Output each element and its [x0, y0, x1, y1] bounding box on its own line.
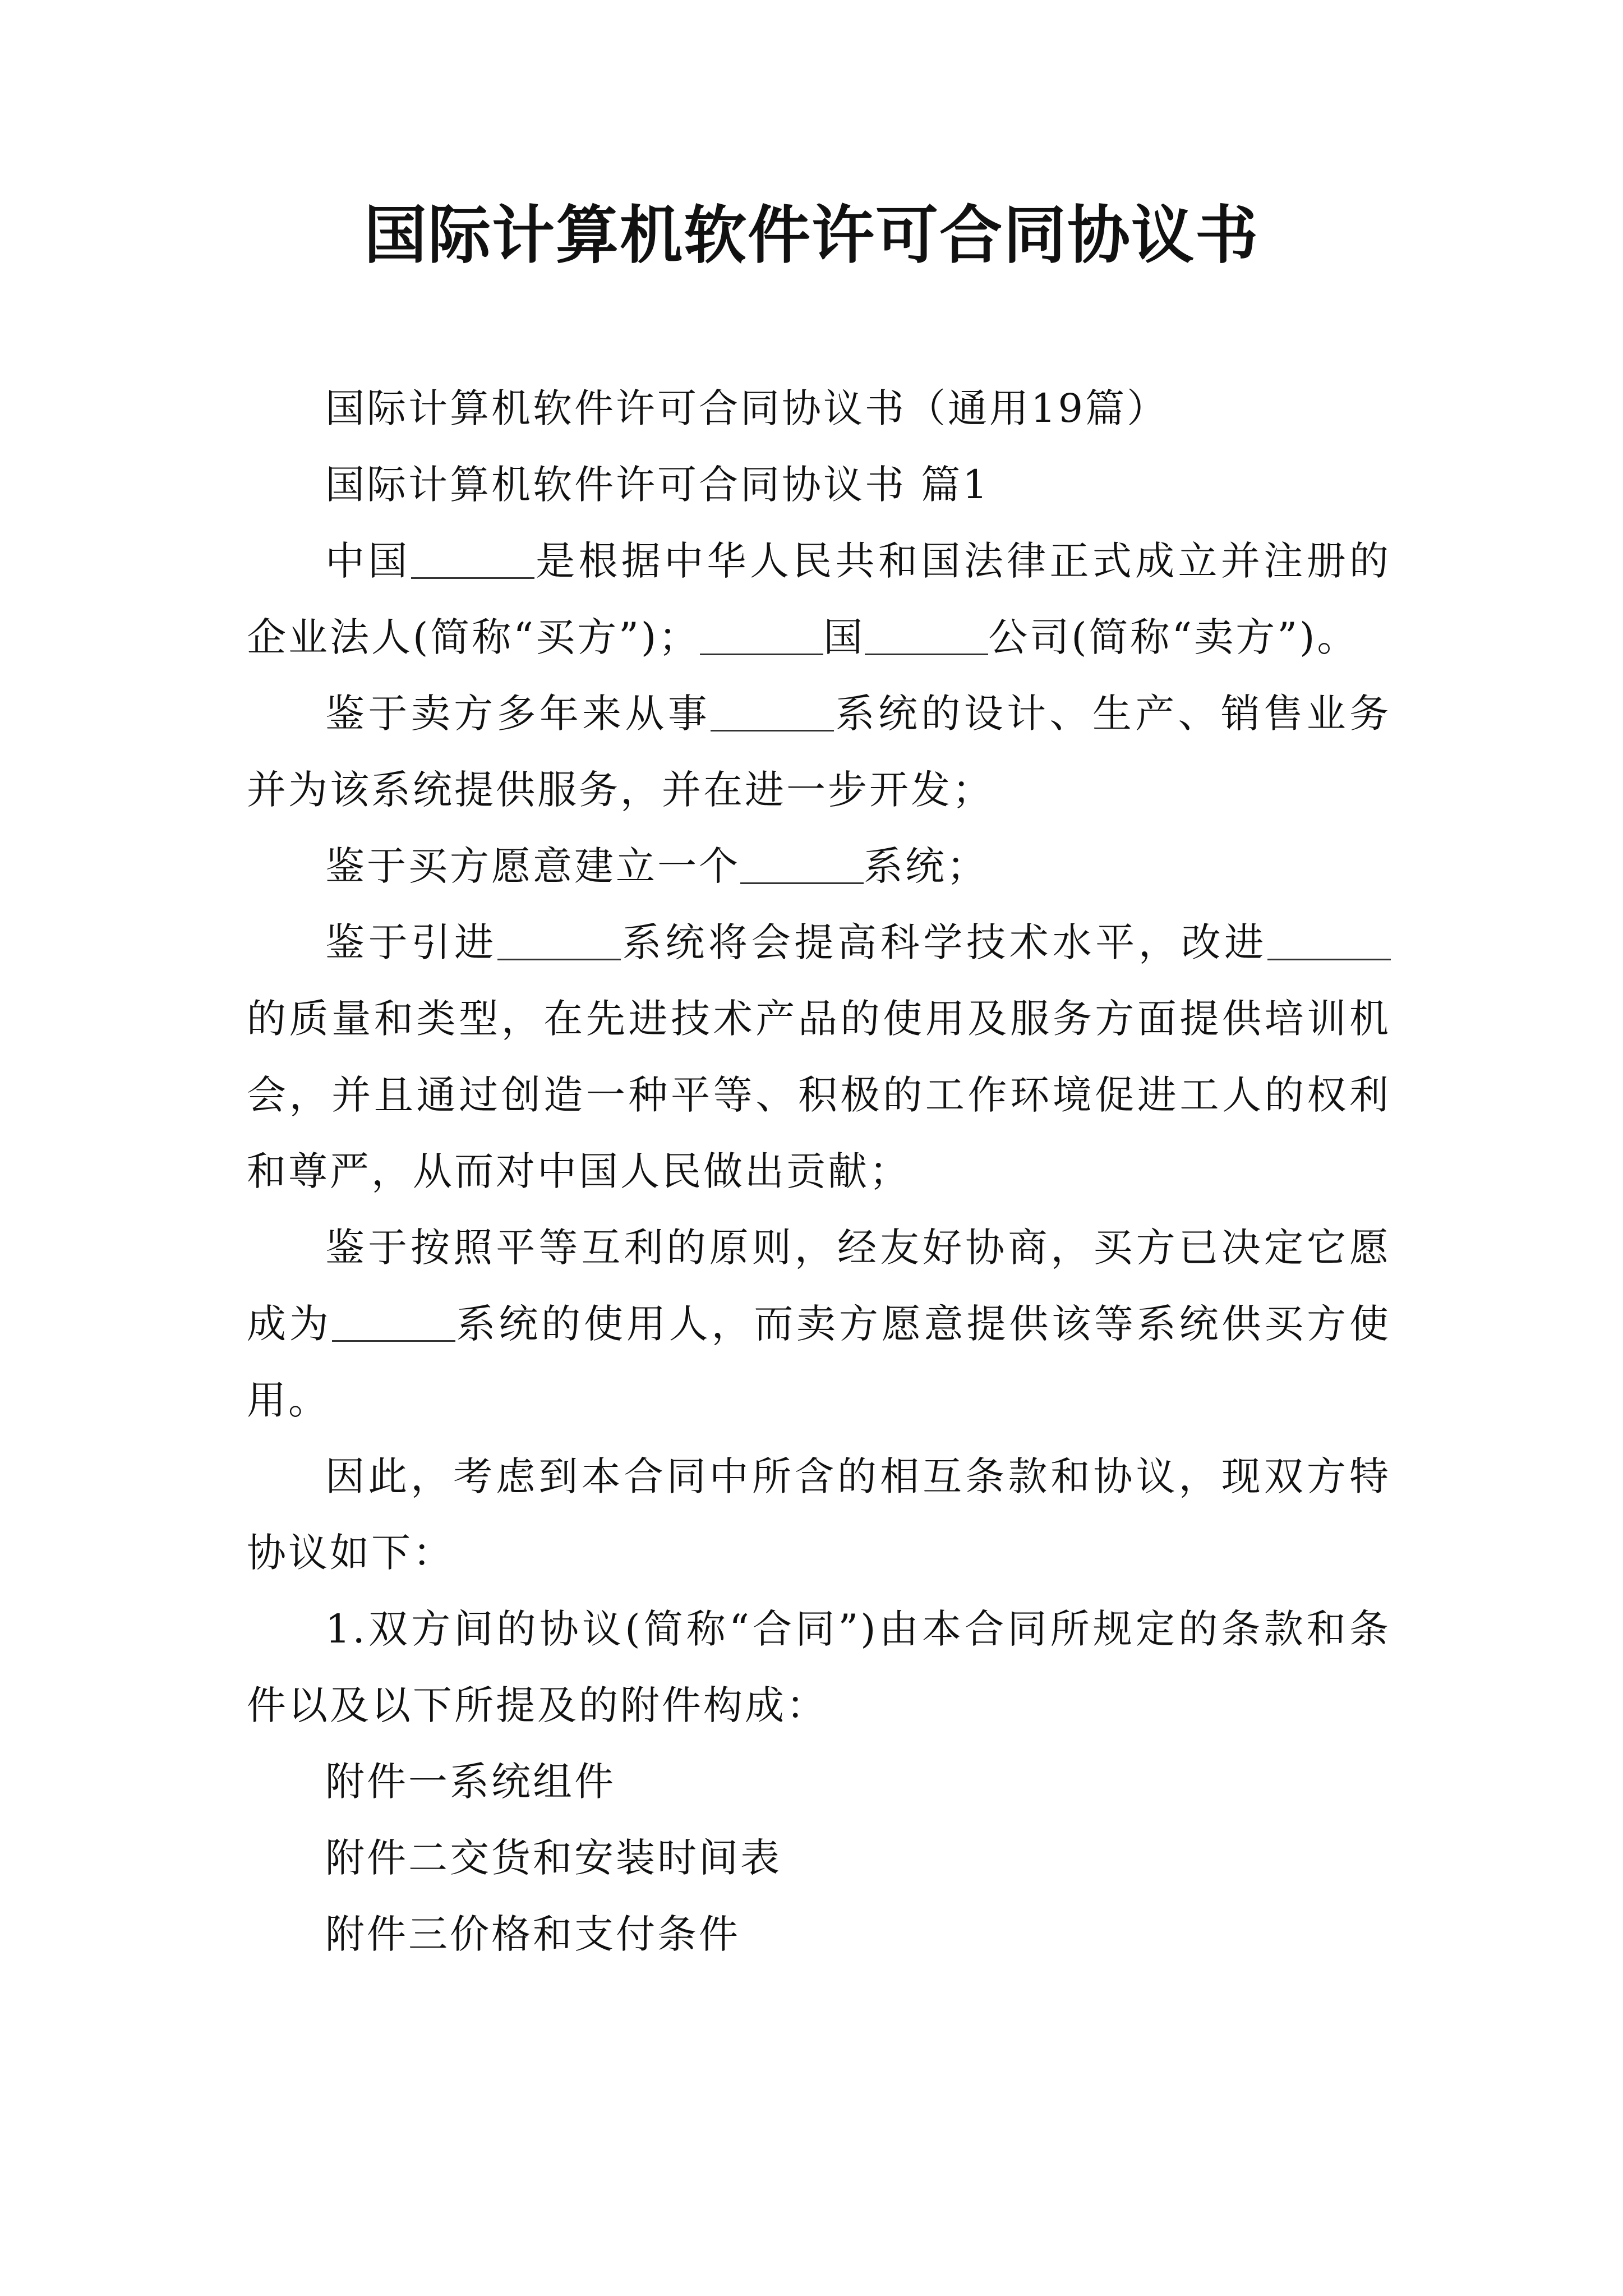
introduction-paragraph [247, 904, 1391, 1209]
clause-1-paragraph: 1.双方间的协议(简称“合同”)由本合同所规定的条款和条件以及以下所提及的附件构成： [247, 1606, 1391, 1728]
parties-paragraph [247, 523, 1391, 675]
mutual-text-2: 系统的使用人，而卖方愿意提供该等系统供买方使用。 [247, 1301, 1391, 1423]
parties-text-4: 公司(简称“卖方”)。 [988, 614, 1359, 660]
annex-1: 附件一系统组件 [325, 1759, 616, 1805]
buyer-text-2: 系统； [864, 843, 988, 889]
annex-2: 附件二交货和安装时间表 [325, 1835, 782, 1881]
blank-line [711, 691, 834, 731]
buyer-paragraph [247, 828, 1391, 904]
parties-text-3: 国 [823, 614, 865, 660]
blank-line [1267, 919, 1391, 960]
intro-text-2: 系统将会提高科学技术水平，改进 [620, 919, 1268, 965]
blank-line [332, 1301, 455, 1342]
intro-text-3: 的质量和类型，在先进技术产品的使用及服务方面提供培训机会，并且通过创造一种平等、积极的工作环境促进工人的权利和尊严，从而对中国人民做出贡献； [247, 996, 1391, 1194]
blank-line [497, 919, 621, 960]
parties-text-2: 是根据中华人民共和国法律正式成立并注册的企业法人(简称“买方”)； [247, 538, 1391, 660]
blank-line [740, 843, 864, 884]
annex-3: 附件三价格和支付条件 [325, 1911, 740, 1957]
buyer-text-1: 鉴于买方愿意建立一个 [325, 843, 740, 889]
seller-text-2: 系统的设计、生产、销售业务并为该系统提供服务，并在进一步开发； [247, 691, 1391, 813]
mutual-benefit-paragraph [247, 1209, 1391, 1438]
document-body [247, 370, 1391, 1972]
blank-line [865, 614, 988, 655]
seller-paragraph [247, 675, 1391, 828]
intro-text-1: 鉴于引进 [325, 919, 497, 965]
mutual-text-1: 鉴于按照平等互利的原则，经友好协商，买方已决定它愿成为 [247, 1225, 1391, 1347]
seller-text-1: 鉴于卖方多年来从事 [325, 691, 711, 737]
blank-line [700, 614, 823, 655]
blank-line [411, 538, 534, 579]
subtitle-paragraph: 国际计算机软件许可合同协议书（通用19篇） [325, 385, 1169, 431]
therefore-paragraph: 因此，考虑到本合同中所含的相互条款和协议，现双方特协议如下： [247, 1453, 1391, 1576]
document-title: 国际计算机软件许可合同协议书 [364, 199, 1259, 272]
section-heading: 国际计算机软件许可合同协议书 篇1 [325, 462, 990, 508]
parties-text-1: 中国 [325, 538, 411, 584]
